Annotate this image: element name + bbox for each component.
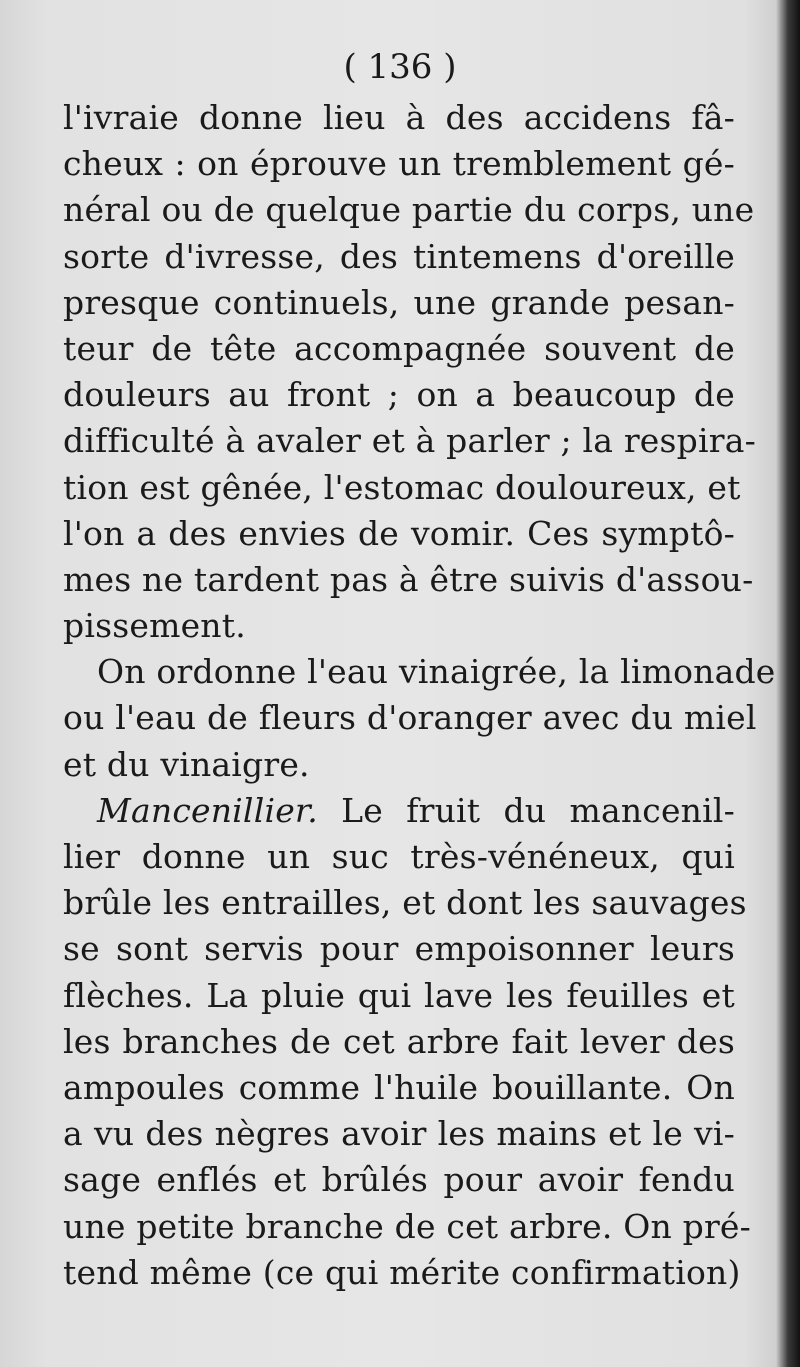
text-line: mes ne tardent pas à être suivis d'assou- [63,559,754,599]
text-line: On ordonne l'eau vinaigrée, la limonade [97,652,776,692]
text-line: douleurs au front ; on a beaucoup de [63,375,735,415]
text-line: néral ou de quelque partie du corps, une [63,190,755,230]
text-line: ampoules comme l'huile bouillante. On [63,1067,735,1107]
text-line: l'on a des envies de vomir. Ces symptô- [63,513,735,553]
text-line: lier donne un suc très-vénéneux, qui [63,837,735,876]
text-line: sage enflés et brûlés pour avoir fendu [63,1160,735,1200]
text-line: les branches de cet arbre fait lever des [63,1021,735,1061]
page-number: ( 136 ) [343,47,457,87]
text-line: teur de tête accompagnée souvent de [63,328,735,368]
text-line: brûle les entrailles, et dont les sauvages [63,883,747,923]
entry-term: Mancenillier. [97,790,318,830]
text-line: a vu des nègres avoir les mains et le vi- [63,1114,735,1154]
text-line: l'ivraie donne lieu à des accidens fâ- [63,98,735,137]
text-line: ou l'eau de fleurs d'oranger avec du miel [63,698,757,738]
text-line: presque continuels, une grande pesan- [63,282,735,322]
text-line: difficulté à avaler et à parler ; la respira- [63,421,756,461]
text-block [63,95,776,1296]
text-line: tion est gênée, l'estomac douloureux, et [63,467,741,507]
text-line: pissement. [63,606,246,646]
text-line-rest: Le fruit du mancenil- [317,790,735,830]
text-line: flèches. La pluie qui lave les feuilles et [63,975,735,1015]
text-line: et du vinaigre. [63,744,310,784]
text-line [63,788,735,834]
text-line: une petite branche de cet arbre. On pré- [63,1206,751,1246]
text-line: cheux : on éprouve un tremblement gé- [63,144,735,184]
text-line: tend même (ce qui mérite confirmation) [63,1252,741,1292]
text-line: se sont servis pour empoisonner leurs [63,929,735,969]
text-line: sorte d'ivresse, des tintemens d'oreille [63,236,735,276]
